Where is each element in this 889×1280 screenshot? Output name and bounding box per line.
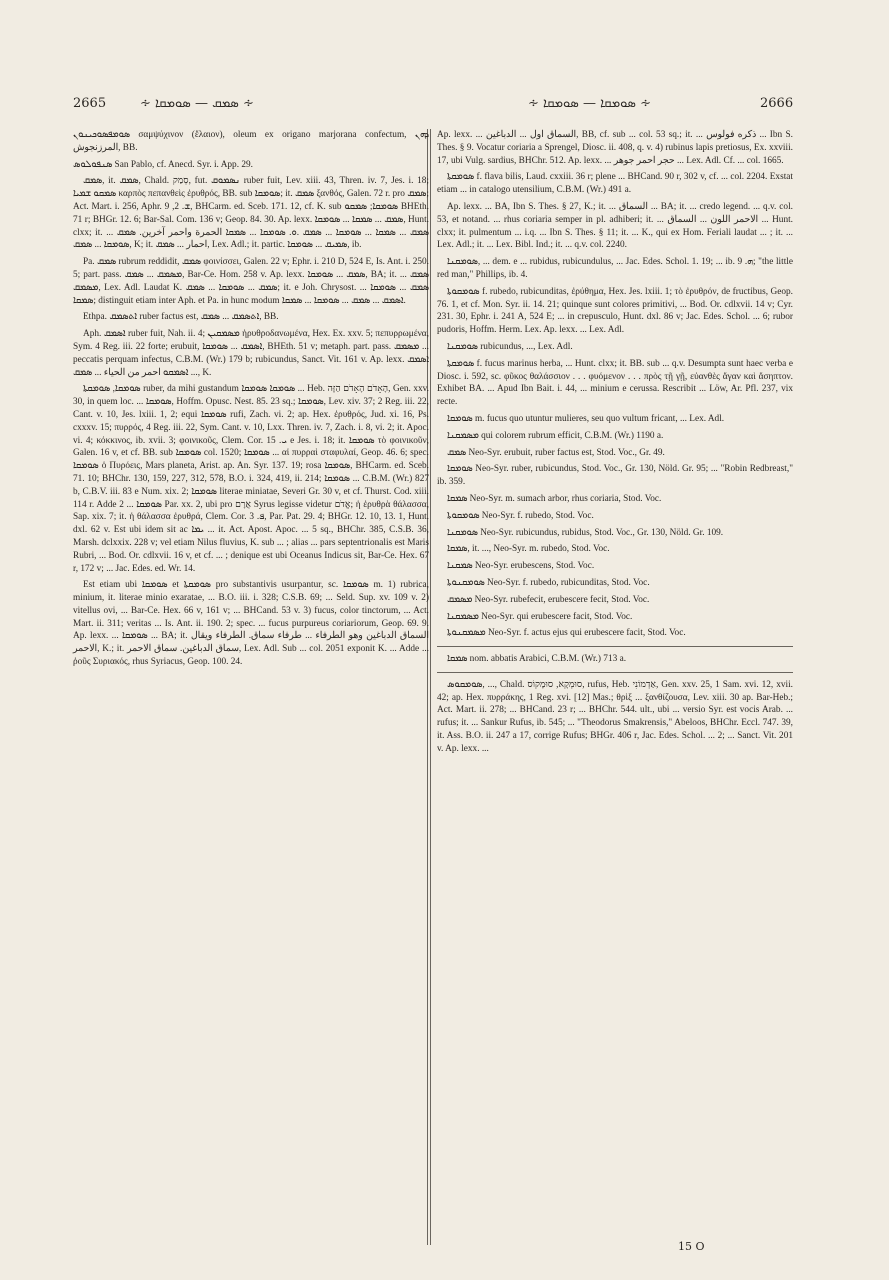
dictionary-entry: ܣܡܩܐ Neo-Syr. m. sumach arbor, rhus coriaria, Stod. Voc. [447,493,662,504]
dictionary-entry: ܣܘܡܩܢܐ Neo-Syr. rubicundus, rubidus, Stod. Voc., Gr. 130, Nöld. Gr. 109. [447,527,724,538]
page-number-right: 2666 [760,96,794,111]
dictionary-entry: Ap. lexx. ... السماق اول ... الدباغين, BB, cf. sub ... col. 53 sq.; it. ... ذكره فولوس ... Ibn S. Thes. § 9. Vocatur coriaria a Sprengel, Diosc. ii. 408, q. v. 4) rubinus lapis pretiosus, Ex. xxviii. 17, ubi Vulg. sardius, BHChr. 512. Ap. lexx. ... حجر احمر جوهر ... Lex. Adl. Cf. ... col. 1665. [437,130,793,166]
dictionary-entry: ܣܡܩ Neo-Syr. erubuit, ruber factus est, Stod. Voc., Gr. 49. [447,447,665,458]
column-divider [430,129,431,1245]
dictionary-entry: ܣܘܡܩܬܐ f. fucus marinus herba, ... Hunt. clxx; it. BB. sub ... q.v. Desumpta sunt haec verba e Diosc. i. 592, sc. φῦκος θαλάσσιον . . . φυόμενον . . . πρὸς τῇ γῇ, εὐανθὲς ἄγαν καὶ ἄσηπτον. Exhibet BA. ... Apud Ibn Bait. i. 44, ... minium e cerussa. Rescribit ... Löw, Ar. Pfl. 237, vix recte. [437,358,793,408]
dictionary-entry: Pa. ܣܡܩ rubrum reddidit, ܣܡܩ φοινίσσει, Galen. 22 v; Ephr. i. 210 D, 524 E, Is. Ant. i. 250. 5; part. pass. ܡܣܡܩ ... ܣܡܩ, Bar-Ce. Hom. 258 v. Ap. lexx. ܣܡܩ ... ܣܘܡܩܐ, BA; it. ܣܡܩ ... ܡܣܡܩ, Lex. Adl. Laudat K. ܣܡܩ ... ܣܘܡܩܐ ... ܣܡܩ; it. e Joh. Chrysost. ܣܡܩ ... ܣܘܡܩܐ ... ܣܡܩܐ; distinguit etiam inter Aph. et Pa. in hunc modum ܐܣܡܩ ... ܣܡܩ ... ܣܘܡܩܐ ... ܣܡܩܐ. [73,257,429,306]
dictionary-entry: Ethpa. ܐܬܣܡܩ ruber factus est, ܐܬܣܡܩ ... ܣܡܩ, BB. [83,312,279,323]
dictionary-entry: ܣܡܩܐ, it. ..., Neo-Syr. m. rubedo, Stod. Voc. [447,544,610,555]
running-header [0,96,889,112]
dictionary-entry: ܣܘܡܩܐ, ܣܘܡܩܬܐ ruber, da mihi gustandum ܣܘܡܩܐ ܣܘܡܩܐ ... Heb. הָאָדֹם הָאָדֹם הַזֶּה, Gen. xxv. 30, in quem loc. ... ܣܘܡܩܐ, Hoffm. Opusc. Nest. 85. 23 sq.; ܣܘܡܩܐ, Lev. xiv. 37; 2 Reg. iii. 22, Cant. v. 10, Jes. lxiii. 1, 2; equi ܣܘܡܩܐ rufi, Zach. vi. 2; ap. Hex. ἐρυθρός, Jud. xi. 16, Ps. cxxxv. 15; πυρρός, 4 Reg. iii. 22, Sym. Cant. v. 10, Lxx. Thren. iv. 7, Zach. i. 8, vi. 2; it. Apoc. vi. 4; κόκκινος, ib. xvii. 3; φοινικοῦς, Clem. Cor. ܝ. 15 e Jes. i. 18; it. ܣܘܡܩܐ τὸ φοινικοῦν, Galen. 16 v, et cf. BB. sub ܣܘܡܩܐ col. 1520; ܣܘܡܩܐ ... αἱ πυρραὶ σταφυλαί, Geop. 46. 6; spec. ܣܘܡܩܐ ὁ Πυρόεις, Mars planeta, Arist. ap. An. Syr. 137. 19; rosa ܣܘܡܩܐ, BHCarm. ed. Sceb. 71. 10; BHChr. 130, 159, 227, 312, 578, B.O. i. 324, 419, ii. 214; ܣܘܡܩܐ ... C.B.M. (Wr.) 827 b, C.B.V. iii. 83 e Num. xix. 2; ܣܘܡܩܐ literae miniatae, Severi Gr. 30 v, et cf. Thurst. Cod. xiii. 114 r. Adde ܣܘܡܩܐ ... 2 Par. xx. 2, ubi pro אֲרָם Syrus legisse videtur אֱדֹם; ἡ ἐρυθρὰ θάλασσα, Sap. xix. 7; it. ἡ θάλασσα ἐρυθρά, Clem. Cor. ܦ. 3, Par. Pat. 29. 4; BHGr. 12. 10, 13. 1, Hunt. dxl. 62 v. Est ubi idem sit ac ܝܡܐ ... it. Act. Apost. Apoc. ... 5 sq., BHChr. 385, C.S.B. 36, Marsh. dclxxix. 228 v; vel etiam Nilus fluvius, K. sub ... ; alias ... pars septentrionalis est Maris Rubri, ... Bod. Or. cdlxvii. 16 v, et cf. ... ; denique est ubi Oceanus Indicus sit, Bar-Ce. Hex. 67 r, 172 v; ... Jac. Edes. ed. Wr. 14. [73,384,430,574]
section-rule [437,672,793,673]
dictionary-entry: ܣܘܡܩܢܘܬܐ Neo-Syr. f. rubedo, rubicunditas, Stod. Voc. [447,577,650,588]
dictionary-entry: ܣܘܡܩܘܣ, ..., Chald. סוּמְקָא, סוּמָקוֹס, rufus, Heb. אַדְמוֹנִי, Gen. xxv. 25, 1 Sam. xvi. 12, xvii. 42; ap. Hex. πυρράκης, 1 Reg. xvi. [12] Mas.; θρὶξ ... ξανθίζουσα, Lev. xiii. 30 ap. Bar-Heb.; Act. Mart. ii. 278; ... BHCand. 23 r; ... BHChr. 544. ult., ubi ... versio Syr. est vocis Arab. ... rufus; it. ... Sankur Rufus, ib. 545; ... "Theodorus Smakrensis," Abeloos, BHChr. Eccl. 747. 39, it. Ass. B.O. ii. 247 a 17, corrige Rufus; BHGr. 406 r, Jac. Edes. Schol. ... 2; ... Sanct. Vit. 201 v. Ap. lexx. ... [437,679,793,754]
dictionary-entry: ܣܢܦܘܠܘܣ San Pablo, cf. Anecd. Syr. i. App. 29. [73,159,253,170]
page-number-left: 2665 [73,96,107,111]
dictionary-entry: ܣܘܡܩܘܬܐ Neo-Syr. f. rubedo, Stod. Voc. [447,510,594,521]
dictionary-entry: ܣܡܩ, it. ܣܡܩ, Chald. סְמַק, fut. ܢܣܡܘܩ ruber fuit, Lev. xiii. 43, Thren. iv. 7, Jes. i. 18; ܣܡܩܘ ܫܡܝܐ καρπὸς πεπανθεὶς ἐρυθρός, BB. sub ܣܘܡܩܐ; it. ܣܡܩ ξανθός, Galen. 72 r. pro ܣܡܩ; Act. Mart. i. 256, Aphr. ܫ. 2, 9, BHCarm. ed. Sceb. 171. 12, cf. K. sub ܣܘܡܩܐ; ܣܡܩܘ BHEth. 71 r; BHGr. 12. 6; Bar-Sal. Com. 136 v; Geop. 84. 30. Ap. lexx. ܣܡܩ ... ܣܡܩܐ ... ܣܘܡܩܐ, Hunt. clxx; it. ܣܡܩ ... ܣܡܩܐ ... ܣܘܡܩܐ ... ܣܡܩ .ܘ. ܣܘܡܩܐ ... ܣܡܩܐ الحمرة واحمر آخرين. ܣܡܩ ... ܣܘܡܩܐ ... ܣܡܩ, K; it. احمار ... ܣܡܩ, Lex. Adl.; it. partic. ܣܡܝܩ ... ܣܘܡܩܐ, ib. [73,176,430,251]
dictionary-entry: ܣܘܡܩܢܐ, ... dem. e ... rubidus, rubicundulus, ... Jac. Edes. Schol. 1. 19; ... ib. ܗ. 9; "the little red man," Phillips, ib. 4. [437,257,793,280]
dictionary-entry: ܣܘܡܩܬܐ f. flava bilis, Laud. cxxiii. 36 r; plene ... BHCand. 90 r, 302 v, cf. ... col. 2204. Exstat etiam ... in catalogo utensilium, C.B.M. (Wr.) 491 a. [437,172,793,196]
dictionary-entry: ܣܘܡܩܐ Neo-Syr. ruber, rubicundus, Stod. Voc., Gr. 130, Nöld. Gr. 95; ... "Robin Redbreast," ib. 359. [437,464,793,488]
dictionary-entry: ܣܘܡܩܢܐ rubicundus, ..., Lex. Adl. [447,341,573,352]
dictionary-entry: ܡܣܡܩܢܘܬܐ Neo-Syr. f. actus ejus qui erubescere facit, Stod. Voc. [447,628,686,639]
dictionary-entry: ܣܘܡܩܘܬܐ f. rubedo, rubicunditas, ἐρύθημα, Hex. Jes. lxiii. 1; τὸ ἐρυθρόν, de fructibus, Geop. 76. 1, et cf. Mon. Syr. ii. 14. 21; quinque sunt colores primitivi, ... Bod. Or. cdlxvii. 14 v; Cyr. 231. 30, Ephr. i. 241 A, 524 E; ... in crepusculo, Hunt. dxl. 86 v; Jac. Edes. Schol. ... 6; rubor pudoris, Hoffm. Herm. Lex. Ap. lexx. ... Lex. Adl. [437,286,793,336]
dictionary-entry: ܣܡܩܢܐ Neo-Syr. erubescens, Stod. Voc. [447,561,595,572]
dictionary-entry: ܣܘܡܩܐ m. fucus quo utuntur mulieres, seu quo vultum fricant, ... Lex. Adl. [447,413,725,424]
dictionary-entry: Est etiam ubi ܣܘܡܩܐ et ܣܘܡܩܬܐ pro substantivis usurpantur, sc. ܣܘܡܩܐ m. 1) rubrica, minium, it. literae minio exaratae, ... B.O. iii. i. 328; C.S.B. 69; ... Seld. Sup. xv. 109 v. 2) vitellus ovi, ... Bar-Ce. Hex. 66 v, 161 v; ... BHCand. 53 v. 3) fucus, color tinctorum, ... Act. Mart. ii. 311; veritas ... Is. Ant. ii. 190. 2; spec. ... fucus purpureus coriariorum, Geop. 69. 9. Ap. lexx. ... ܣܘܡܩܐ ... BA; it. السماق الدباغين وهو الطرفاء ... طرفاء سماق. الطرفاء ويقال الاحمر, K.; it. سماق الدباغين. سماق الاحمر, Lex. Adl. Sub ... col. 2051 exponit K. ... Adde ... ῥοῦς Συριακός, rhus Syriacus, Geop. 100. 24. [73,580,430,668]
right-column [437,129,793,760]
dictionary-entry: ܡܣܡܩܢܐ qui colorem rubrum efficit, C.B.M. (Wr.) 1190 a. [447,430,664,441]
dictionary-entry: ܣܘܡܦܣܘܟܝܢܘܢ σαμψύχινον (ἔλαιον), oleum ex origano marjorana confectum, ܕܗܢ المرزنجوش, BB. [73,130,429,153]
dictionary-entry: ܡܣܡܩ Neo-Syr. rubefecit, erubescere fecit, Stod. Voc. [447,594,650,605]
dictionary-entry: ܣܡܩܐ nom. abbatis Arabici, C.B.M. (Wr.) 713 a. [447,654,627,665]
dictionary-entry: Ap. lexx. ... BA, Ibn S. Thes. § 27, K.; it. ... السماق ... BA; it. ... credo legend. ... q.v. col. 53, et notand. ... rhus coriaria semper in pl. adhiberi; it. ... الاحمر اللون ... السماق ... Hunt. clxx; it. pulmentum ... i.q. ... Ibn S. Thes. § 11; it. ... K., qui ex Hom. Feriali laudat ... ; it. ... Lex. Adl.; it. ... Lex. Bibl. Ind.; it. ... q.v. col. 2240. [437,201,794,251]
running-head-left: ∻ ܣܡܩ — ܣܘܡܩܐ ∻ [140,96,254,111]
running-head-right: ∻ ܣܘܡܩܐ — ܣܘܡܩܐ ∻ [528,96,651,111]
dictionary-entry: Aph. ܐܣܡܩ ruber fuit, Nah. ii. 4; ܡܣܡܩܝܢ ἠρυθροδανωμένα, Hex. Ex. xxv. 5; πεπυρρωμένα, Sym. 4 Reg. iii. 22 forte; erubuit, ܐܣܡܩ ... ܣܘܡܩܐ, BHEth. 51 v; metaph. part. pass. ܡܣܡܩ ... peccatis perquam infectus, C.B.M. (Wr.) 179 b; rubicundus, Sanct. Vit. 161 v. Ap. lexx. ܐܣܡܩ ... ܐܣܡܩܘ احمر من الحياء ... ܣܡܩ, K. [73,329,430,378]
left-column [73,129,429,673]
signature-mark: 15 O [678,1240,705,1253]
section-rule [437,646,793,647]
dictionary-entry: ܡܣܡܩܢܐ Neo-Syr. qui erubescere facit, Stod. Voc. [447,611,633,622]
